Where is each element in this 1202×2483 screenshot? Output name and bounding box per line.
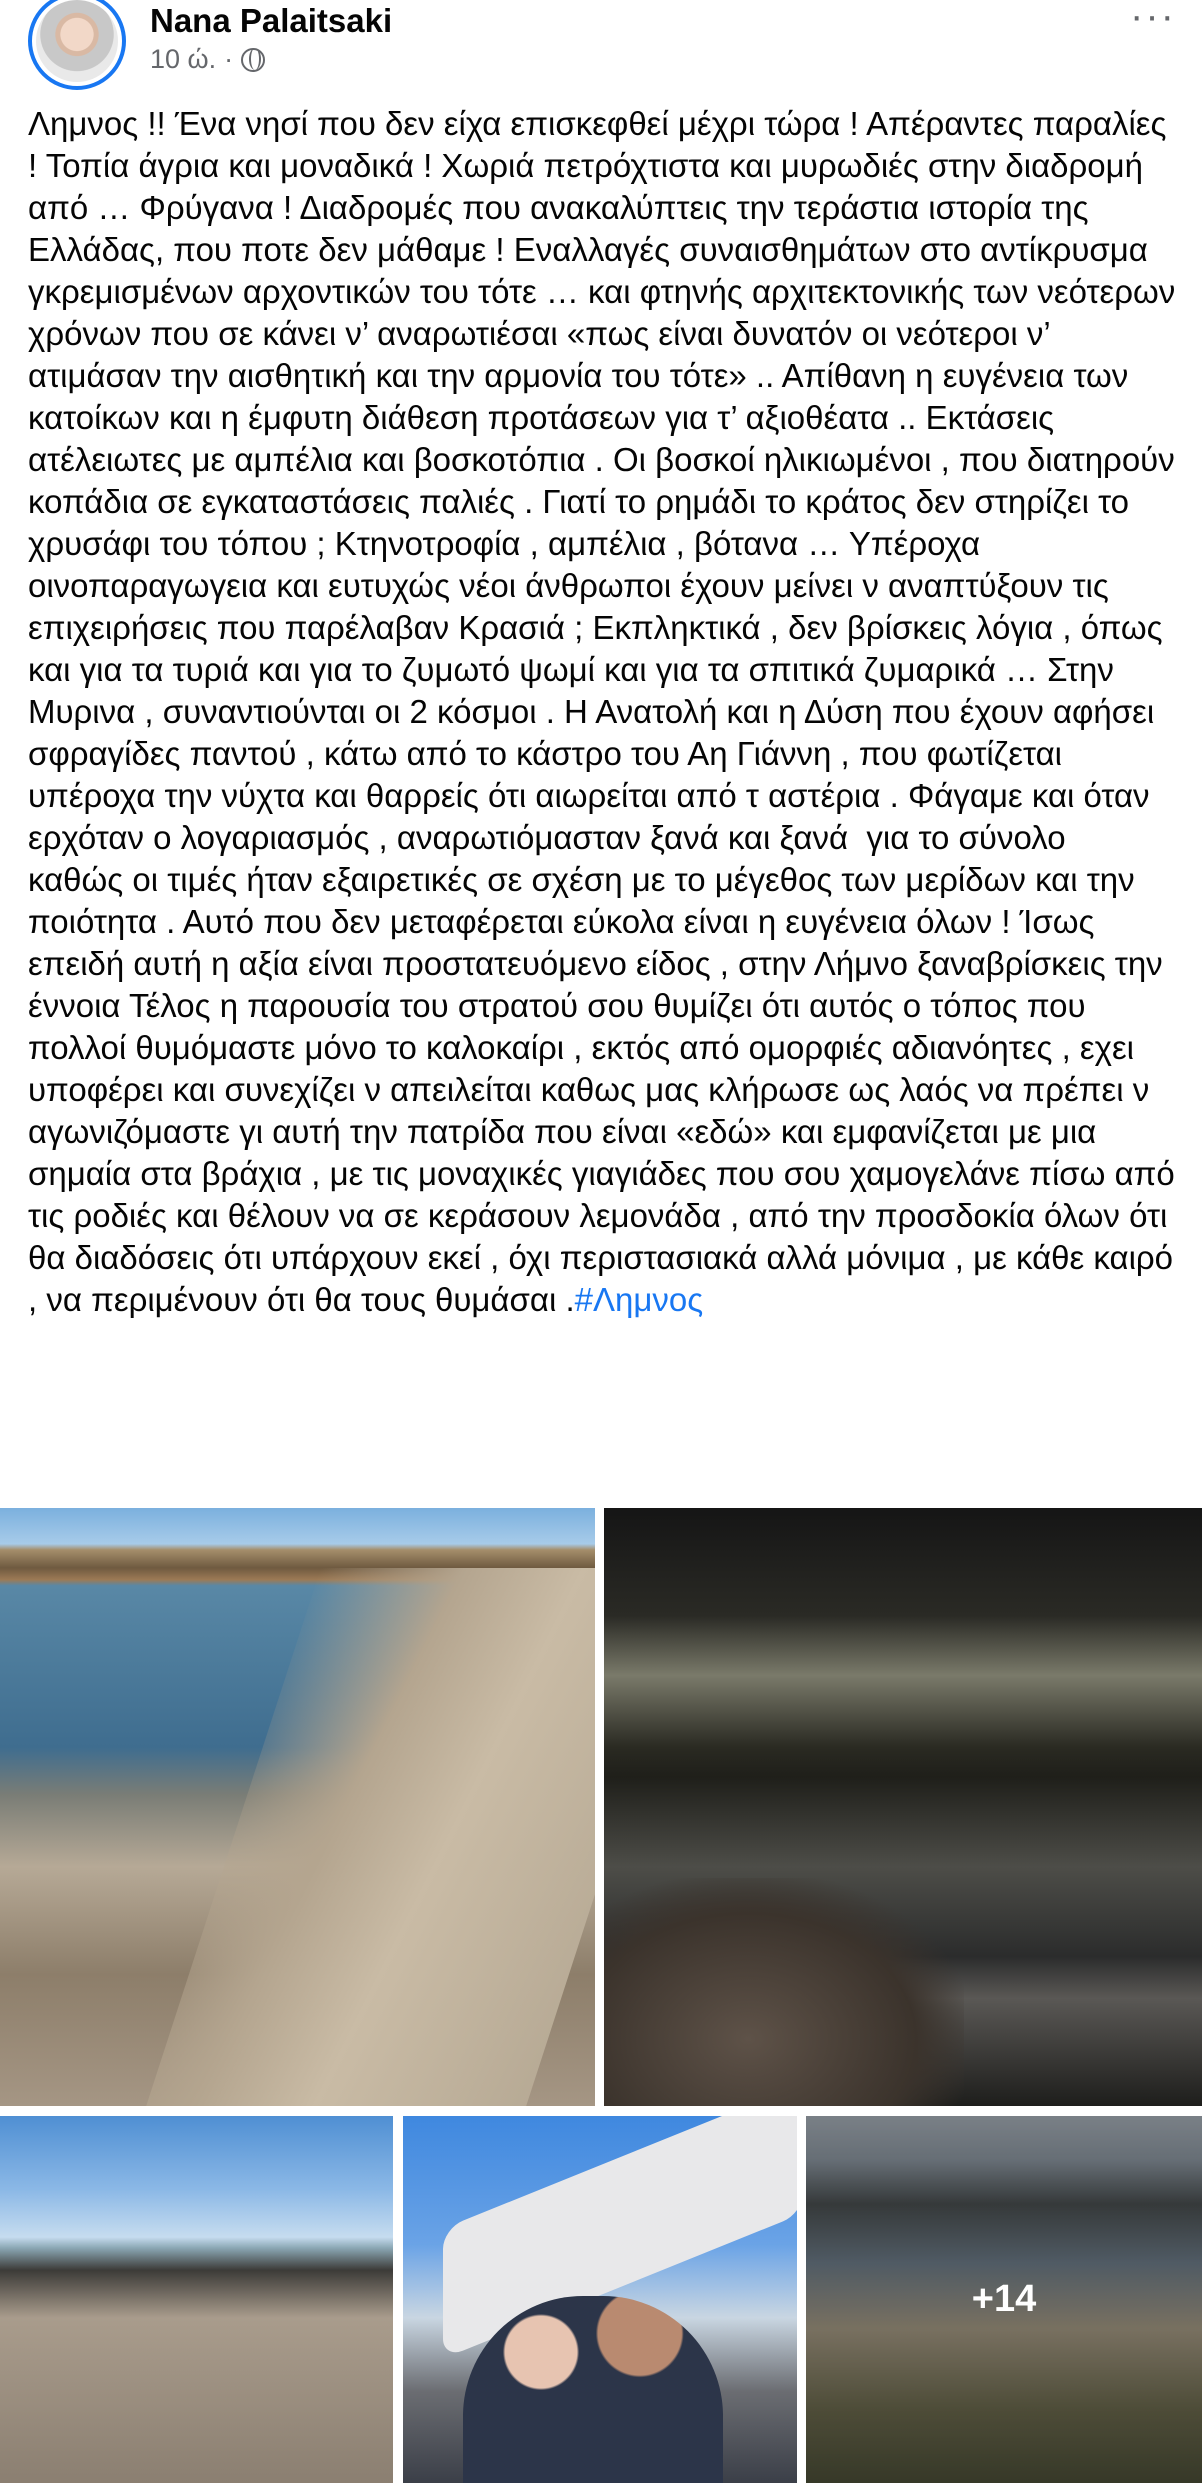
photo-beach[interactable]	[0, 1508, 595, 2106]
globe-icon[interactable]	[241, 48, 265, 72]
photo-beach-umbrellas[interactable]	[0, 2116, 393, 2483]
post-header	[0, 0, 1202, 100]
post-meta	[150, 44, 265, 75]
avatar[interactable]	[28, 0, 126, 90]
photo-airplane-selfie[interactable]	[403, 2116, 797, 2483]
hashtag-link[interactable]: #Λημνος	[574, 1281, 704, 1318]
photo-bay-more[interactable]	[806, 2116, 1202, 2483]
post-text	[28, 103, 1185, 1321]
avatar-photo	[36, 0, 118, 82]
post-body: Λημνος !! Ένα νησί που δεν είχα επισκεφθεί μέχρι τώρα ! Απέραντες παραλίες ! Τοπία άγρια και μοναδικά ! Χωριά πετρόχτιστα και μυρωδιές στην διαδρομή από … Φρύγανα ! Διαδρομές που ανακαλύπτεις την τεράστια ιστορία της Ελλάδας, που ποτε δεν μάθαμε ! Εναλλαγές συναισθημάτων στο αντίκρυσμα γκρεμισμένων αρχοντικών του τότε … και φτηνής αρχιτεκτονικής των νεότερων χρόνων που σε κάνει ν’ αναρωτιέσαι «πως είναι δυνατόν οι νεότεροι ν’ ατιμάσαν την αισθητική και την αρμονία του τότε» .. Απίθανη η ευγένεια των κατοίκων και η έμφυτη διάθεση προτάσεων για τ’ αξιοθέατα .. Εκτάσεις ατέλειωτες με αμπέλια και βοσκοτόπια . Οι βοσκοί ηλικιωμένοι , που διατηρούν κοπάδια σε εγκαταστάσεις παλιές . Γιατί το ρημάδι το κράτος δεν στηρίζει το χρυσάφι του τόπου ; Κτηνοτροφία , αμπέλια , βότανα … Υπέροχα οινοπαραγωγεια και ευτυχώς νέοι άνθρωποι έχουν μείνει ν αναπτύξουν τις επιχειρήσεις που παρέλαβαν Κρασιά ; Εκπληκτικά , δεν βρίσκεις λόγια , όπως και για τα τυριά και για το ζυμωτό ψωμί και για τα σπιτικά ζυμαρικά … Στην Μυρινα , συναντιούνται οι 2 κόσμοι . Η Ανατολή και η Δύση που έχουν αφήσει σφραγίδες παντού , κάτω από το κάστρο του Αη Γιάννη , που φωτίζεται υπέροχα την νύχτα και θαρρείς ότι αιωρείται από τ αστέρια . Φάγαμε και όταν ερχόταν ο λογαριασμός , αναρωτιόμασταν ξανά και ξανά για το σύνολο καθώς οι τιμές ήταν εξαιρετικές σε σχέση με το μέγεθος των μερίδων και την ποιότητα . Αυτό που δεν μεταφέρεται εύκολα είναι η ευγένεια όλων ! Ίσως επειδή αυτή η αξία είναι προστατευόμενο είδος , στην Λήμνο ξαναβρίσκεις την έννοια Τέλος η παρουσία του στρατού σου θυμίζει ότι αυτός ο τόπος που πολλοί θυμόμαστε μόνο το καλοκαίρι , εκτός από ομορφιές αδιανόητες , εχει υποφέρει και συνεχίζει ν απειλείται καθως μας κλήρωσε ως λαός να πρέπει ν αγωνιζόμαστε γι αυτή την πατρίδα που είναι «εδώ» και εμφανίζεται με μια σημαία στα βράχια , με τις μοναχικές γιαγιάδες που σου χαμογελάνε πίσω από τις ροδιές και θέλουν να σε κεράσουν λεμονάδα , από την προσδοκία όλων ότι θα διαδόσεις ότι υπάρχουν εκεί , όχι περιστασιακά αλλά μόνιμα , με κάθε καιρό , να περιμένουν ότι θα τους θυμάσαι .	[28, 105, 1185, 1318]
photo-castle-night[interactable]	[604, 1508, 1202, 2106]
meta-separator: ·	[224, 44, 234, 74]
author-name[interactable]: Nana Palaitsaki	[150, 2, 393, 39]
more-options-icon[interactable]: ···	[1130, 0, 1176, 38]
more-photos-count[interactable]: +14	[971, 2278, 1037, 2320]
post-time[interactable]: 10 ώ.	[150, 44, 217, 74]
